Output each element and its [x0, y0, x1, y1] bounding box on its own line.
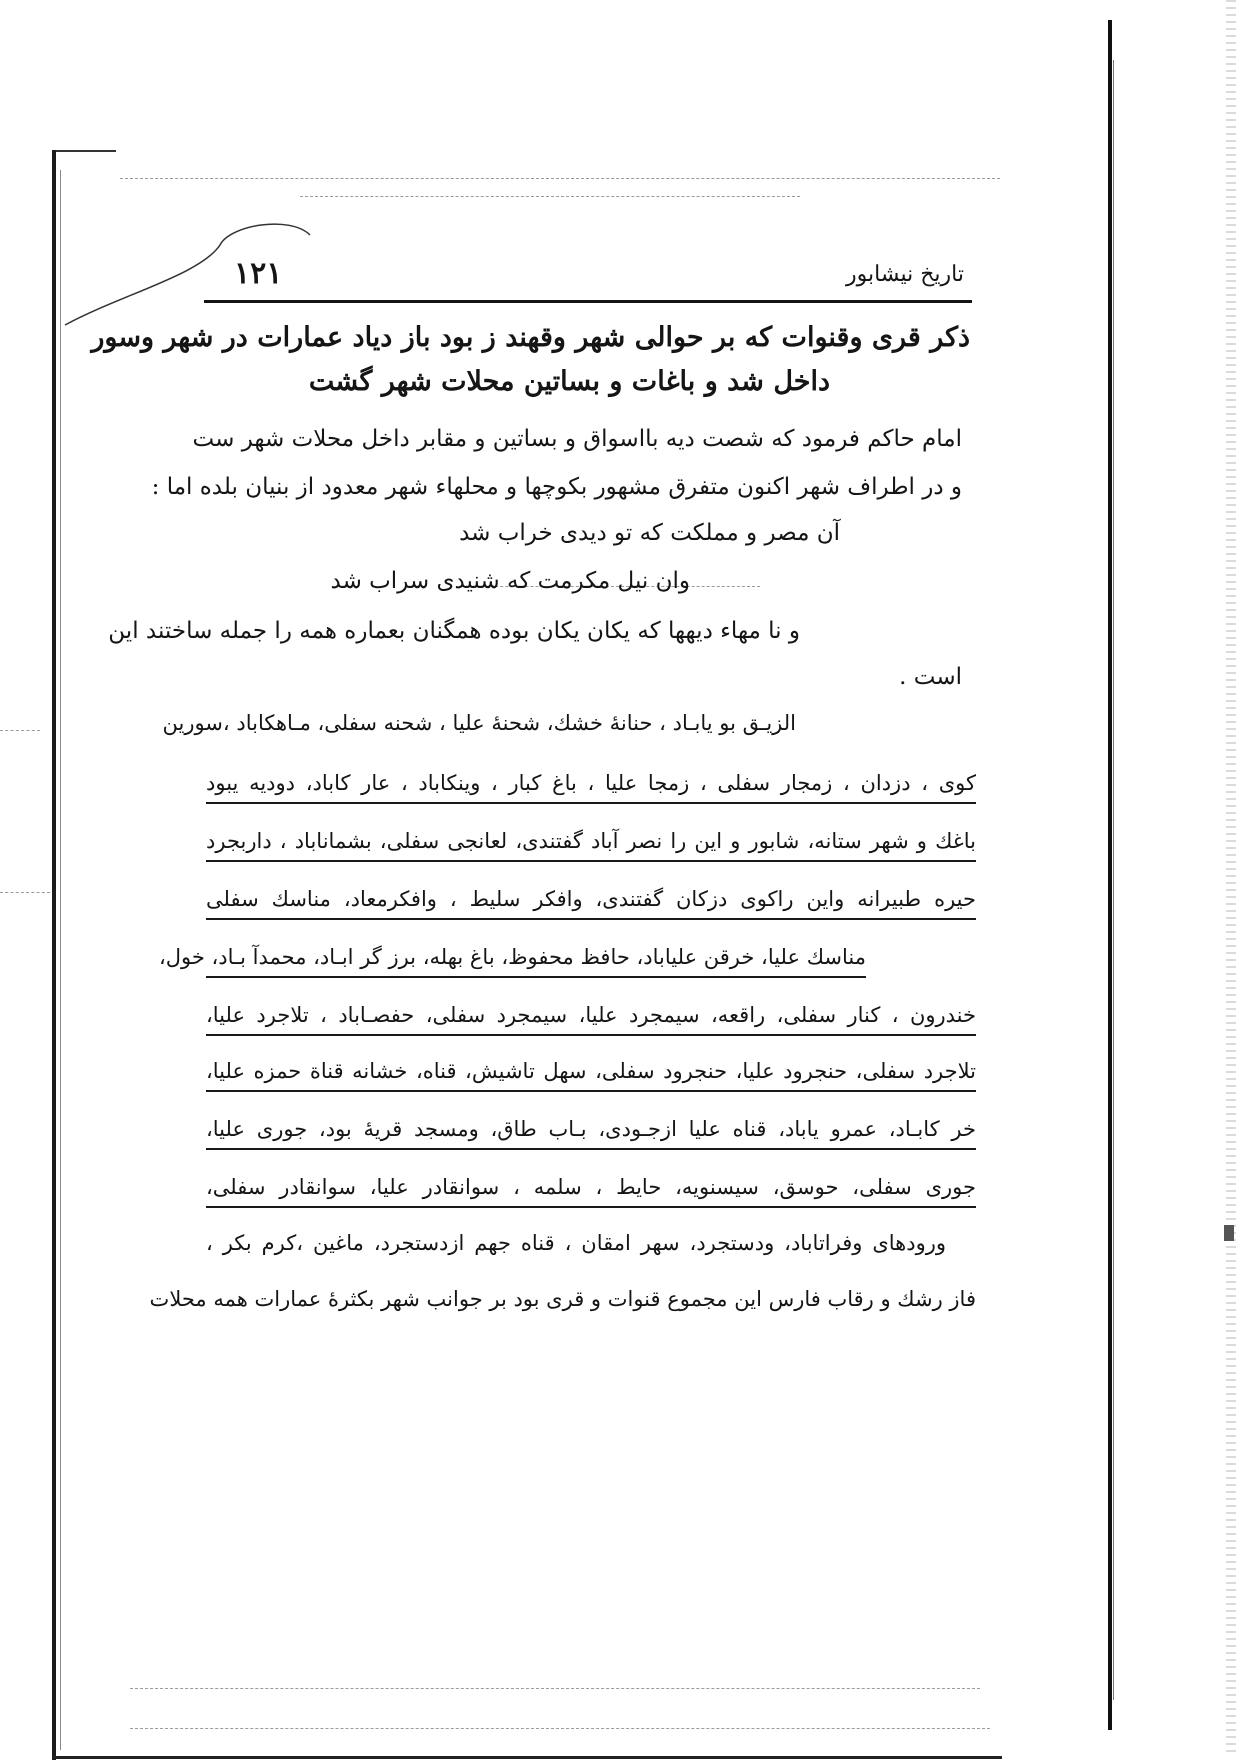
- village-list-line: ورودهای وفراتاباد، ودستجرد، سهر امقان ، قناه جهم ازدستجرد، ماغین ،کرم بکر ،: [206, 1231, 946, 1255]
- village-list-line: باغك و شهر ستانه، شابور و این را نصر آباد گفتندی، لعانجی سفلی، بشماناباد ، داربجرد: [206, 822, 976, 862]
- running-header: [204, 248, 972, 303]
- scan-noise-strip: [1226, 0, 1236, 1754]
- village-list-line: تلاجرد سفلی، حنجرود علیا، حنجرود سفلی، سهل تاشیش، قناه، خشانه قناة حمزه علیا،: [206, 1052, 976, 1092]
- village-list-line: جوری سفلی، حوسق، سیسنویه، حایط ، سلمه ، سوانقادر علیا، سوانقادر سفلی،: [206, 1168, 976, 1208]
- village-list-line: حیره طبیرانه واین راکوی دزکان گفتندی، وافکر سلیط ، وافکرمعاد، مناسك سفلی: [206, 880, 976, 920]
- scan-dash-line: [120, 178, 1000, 179]
- village-list-line: خر کابـاد، عمرو یاباد، قناه علیا ازجـودی، بـاب طاق، ومسجد قریهٔ بود، جوری علیا،: [206, 1110, 976, 1150]
- body-line: و نا مهاء دیهها که یکان یکان بوده همگنان بعماره همه را جمله ساختند این: [108, 618, 800, 644]
- scan-dash-line: [0, 892, 50, 893]
- scan-dash-line: [130, 1688, 980, 1689]
- page-number: ۱۲۱: [234, 256, 283, 291]
- village-list-line: مناسك علیا، خرقن علیاباد، حافظ محفوظ، باغ بهله، برز گر ابـاد، محمدآ بـاد، خول،: [206, 938, 866, 978]
- village-list-line: الزیـق بو یابـاد ، حنانهٔ خشك، شحنهٔ علیا ، شحنه سفلی، مـاهکاباد ،سورین: [162, 711, 796, 735]
- page-frame-bottom: [52, 1756, 1002, 1759]
- chapter-heading-line-2: داخل شد و باغات و بساتین محلات شهر گشت: [308, 366, 830, 397]
- chapter-heading-line-1: ذکر قری وقنوات که بر حوالی شهر وقهند ز بود باز دیاد عمارات در شهر وسور: [91, 322, 970, 353]
- scan-blot: [1224, 1225, 1234, 1241]
- scan-edge-line: [1113, 60, 1114, 1700]
- verse-line: آن مصر و مملکت که تو دیدی خراب شد: [459, 520, 840, 546]
- scan-edge-shadow: [1108, 20, 1112, 1730]
- book-title: تاریخ نیشابور: [846, 262, 964, 287]
- body-line: و در اطراف شهر اکنون متفرق مشهور بکوچها و محلهاء شهر معدود از بنیان بلده اما :: [151, 474, 962, 500]
- page-frame-top: [56, 150, 116, 152]
- scan-dash-line: [300, 196, 800, 197]
- scan-dash-line: [130, 1728, 990, 1729]
- body-line: امام حاکم فرمود که شصت دیه بااسواق و بساتین و مقابر داخل محلات شهر ست: [192, 426, 962, 452]
- village-list-line: فاز رشك و رقاب فارس این مجموع قنوات و قری بود بر جوانب شهر بکثرهٔ عمارات همه محلات: [149, 1287, 976, 1311]
- page-frame-inner-left: [60, 170, 61, 1750]
- verse-line: وان نیل مکرمت که شنیدی سراب شد: [330, 568, 690, 594]
- body-line: است .: [899, 664, 962, 690]
- village-list-line: خندرون ، کنار سفلی، راقعه، سیمجرد علیا، سیمجرد سفلی، حفصـاباد ، تلاجرد علیا،: [206, 996, 976, 1036]
- scan-dash-line: [0, 730, 40, 731]
- page-frame-left: [52, 150, 56, 1760]
- village-list-line: کوی ، دزدان ، زمجار سفلی ، زمجا علیا ، باغ کبار ، وینکاباد ، عار کاباد، دودیه یبود: [206, 764, 976, 804]
